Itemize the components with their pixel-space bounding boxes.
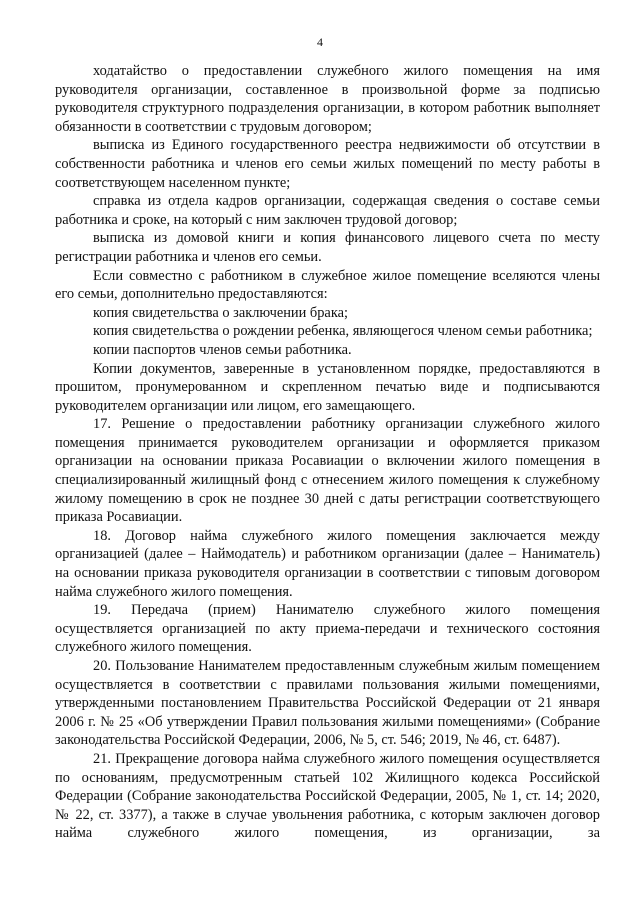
paragraph-certified-copies: Копии документов, заверенные в установленном порядке, предоставляются в прошитом, пронумерованном и скрепленном печатью виде и подписываются руководителем организации или лицом, его замещающего.: [55, 360, 600, 414]
paragraph-passports: копии паспортов членов семьи работника.: [93, 341, 352, 358]
paragraph-egrn-extract: выписка из Единого государственного реестра недвижимости об отсутствии в собственности работника и членов его семьи жилых помещений по месту работы в соответствующем населенном пункте;: [55, 137, 600, 191]
paragraph-family-members: Если совместно с работником в служебное жилое помещение вселяются члены его семьи, дополнительно предоставляются:: [55, 267, 600, 303]
paragraph-item-17: 17. Решение о предоставлении работнику организации служебного жилого помещения принимается руководителем организации и оформляется приказом организации на основании приказа Росавиации о включении жилого помещения в специализированный жилищный фонд с отнесением жилого помещения к служебному жилому помещению в срок не позднее 30 дней с даты регистрации соответствующего приказа Росавиации.: [55, 416, 600, 526]
page-number: 4: [317, 35, 323, 49]
paragraph-marriage-certificate: копия свидетельства о заключении брака;: [93, 304, 348, 321]
paragraph-item-19: 19. Передача (прием) Нанимателю служебного жилого помещения осуществляется организацией по акту приема-передачи и технического состояния служебного жилого помещения.: [55, 602, 600, 656]
paragraph-item-18: 18. Договор найма служебного жилого помещения заключается между организацией (далее – Наймодатель) и работником организации (далее – Наниматель) на основании приказа руководителя организации в соответствии с типовым договором найма служебного жилого помещения.: [55, 527, 600, 600]
body-text: [55, 62, 600, 843]
paragraph-house-book: выписка из домовой книги и копия финансового лицевого счета по месту регистрации работника и членов его семьи.: [55, 230, 600, 265]
paragraph-item-20: 20. Пользование Нанимателем предоставленным служебным жилым помещением осуществляется в соответствии с правилами пользования жилыми помещениями, утвержденными постановлением Правительства Российской Федерации от 21 января 2006 г. № 25 «Об утверждении Правил пользования жилыми помещениями» (Собрание законодательства Российской Федерации, 2006, № 5, ст. 546; 2019, № 46, ст. 6487).: [55, 658, 600, 749]
paragraph-petition: ходатайство о предоставлении служебного жилого помещения на имя руководителя организации, составленное в произвольной форме за подписью руководителя структурного подразделения организации, в котором работник выполняет обязанности в соответствии с трудовым договором;: [55, 63, 600, 135]
paragraph-item-21: 21. Прекращение договора найма служебного жилого помещения осуществляется по основаниям, предусмотренным статьей 102 Жилищного кодекса Российской Федерации (Собрание законодательства Российской Федерации, 2005, № 1, ст. 14; 2020, № 22, ст. 3377), а также в случае увольнения работника, с которым заключен договор найма служебного жилого помещения, из организации, за: [55, 750, 600, 842]
paragraph-hr-certificate: справка из отдела кадров организации, содержащая сведения о составе семьи работника и сроке, на который с ним заключен трудовой договор;: [55, 193, 600, 228]
paragraph-birth-certificate: копия свидетельства о рождении ребенка, являющегося членом семьи работника;: [93, 323, 593, 340]
